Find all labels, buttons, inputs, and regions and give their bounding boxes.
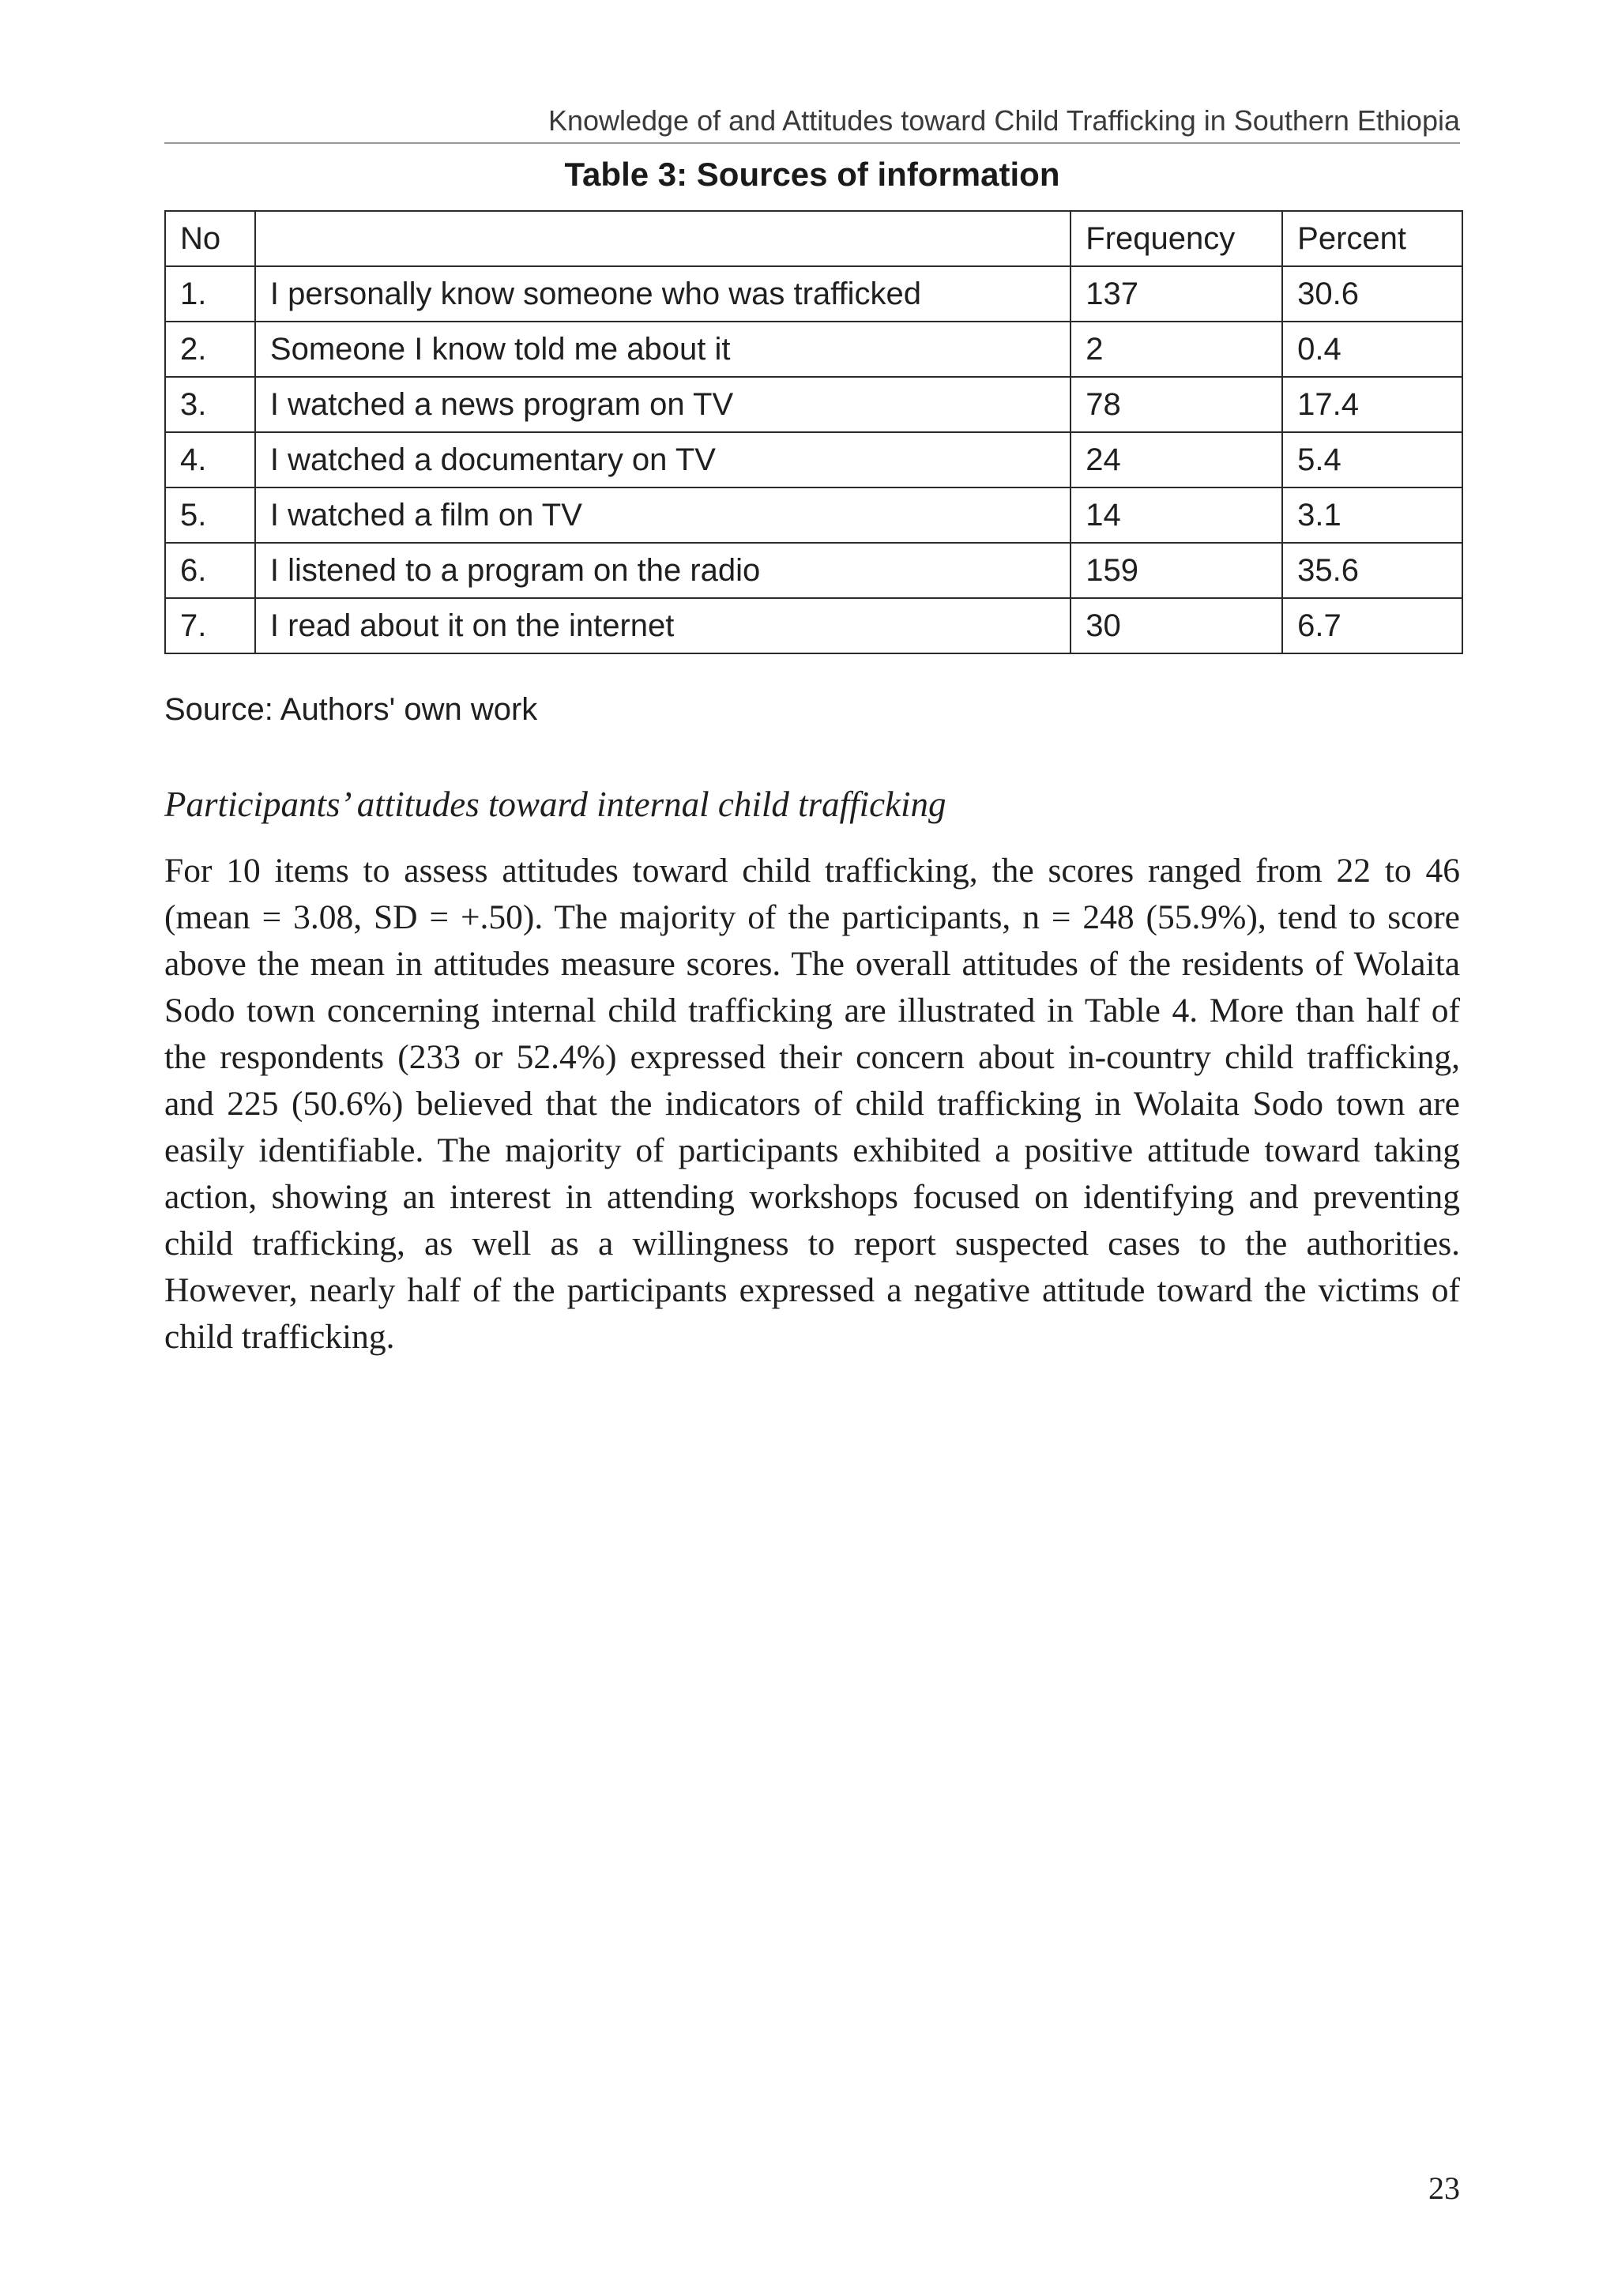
table-row bbox=[165, 598, 1462, 653]
row-number: 5. bbox=[165, 487, 255, 543]
column-header-no: No bbox=[165, 211, 255, 266]
row-item: I watched a documentary on TV bbox=[255, 432, 1071, 487]
row-percent: 35.6 bbox=[1282, 543, 1462, 598]
row-percent: 0.4 bbox=[1282, 322, 1462, 377]
column-header-percent: Percent bbox=[1282, 211, 1462, 266]
row-percent: 5.4 bbox=[1282, 432, 1462, 487]
table-caption: Table 3: Sources of information bbox=[564, 156, 1060, 193]
row-percent: 30.6 bbox=[1282, 266, 1462, 322]
table-row bbox=[165, 377, 1462, 432]
row-item: I watched a news program on TV bbox=[255, 377, 1071, 432]
table-row bbox=[165, 266, 1462, 322]
running-header: Knowledge of and Attitudes toward Child Trafficking in Southern Ethiopia bbox=[164, 98, 1460, 144]
section-heading: Participants’ attitudes toward internal child trafficking bbox=[164, 785, 946, 824]
row-frequency: 137 bbox=[1071, 266, 1282, 322]
table-row bbox=[165, 543, 1462, 598]
row-percent: 6.7 bbox=[1282, 598, 1462, 653]
row-number: 2. bbox=[165, 322, 255, 377]
row-number: 4. bbox=[165, 432, 255, 487]
row-percent: 3.1 bbox=[1282, 487, 1462, 543]
row-item: I personally know someone who was trafficked bbox=[255, 266, 1071, 322]
row-frequency: 14 bbox=[1071, 487, 1282, 543]
row-number: 3. bbox=[165, 377, 255, 432]
column-header-item bbox=[255, 211, 1071, 266]
row-item: I listened to a program on the radio bbox=[255, 543, 1071, 598]
table-row bbox=[165, 322, 1462, 377]
row-frequency: 24 bbox=[1071, 432, 1282, 487]
table-header-row bbox=[165, 211, 1462, 266]
row-item: Someone I know told me about it bbox=[255, 322, 1071, 377]
row-item: I watched a film on TV bbox=[255, 487, 1071, 543]
row-item: I read about it on the internet bbox=[255, 598, 1071, 653]
row-number: 1. bbox=[165, 266, 255, 322]
body-paragraph: For 10 items to assess attitudes toward child trafficking, the scores ranged from 22 to 46 (mean = 3.08, SD = +.50). The majority of the participants, n = 248 (55.9%), tend to score above the mean in attitudes measure scores. The overall attitudes of the residents of Wolaita Sodo town concerning internal child trafficking are illustrated in Table 4. More than half of the respondents (233 or 52.4%) expressed their concern about in-country child trafficking, and 225 (50.6%) believed that the indicators of child trafficking in Wolaita Sodo town are easily identifiable. The majority of participants exhibited a positive attitude toward taking action, showing an interest in attending workshops focused on identifying and preventing child trafficking, as well as a willingness to report suspected cases to the authorities. However, nearly half of the participants expressed a negative attitude toward the victims of child trafficking. bbox=[164, 852, 1460, 1356]
table-row bbox=[165, 432, 1462, 487]
table-row bbox=[165, 487, 1462, 543]
row-number: 7. bbox=[165, 598, 255, 653]
row-frequency: 2 bbox=[1071, 322, 1282, 377]
row-frequency: 78 bbox=[1071, 377, 1282, 432]
row-number: 6. bbox=[165, 543, 255, 598]
page-number: 23 bbox=[1428, 2170, 1460, 2206]
table-source-note: Source: Authors' own work bbox=[164, 692, 538, 727]
row-frequency: 30 bbox=[1071, 598, 1282, 653]
column-header-frequency: Frequency bbox=[1071, 211, 1282, 266]
sources-table bbox=[164, 210, 1463, 654]
row-percent: 17.4 bbox=[1282, 377, 1462, 432]
row-frequency: 159 bbox=[1071, 543, 1282, 598]
